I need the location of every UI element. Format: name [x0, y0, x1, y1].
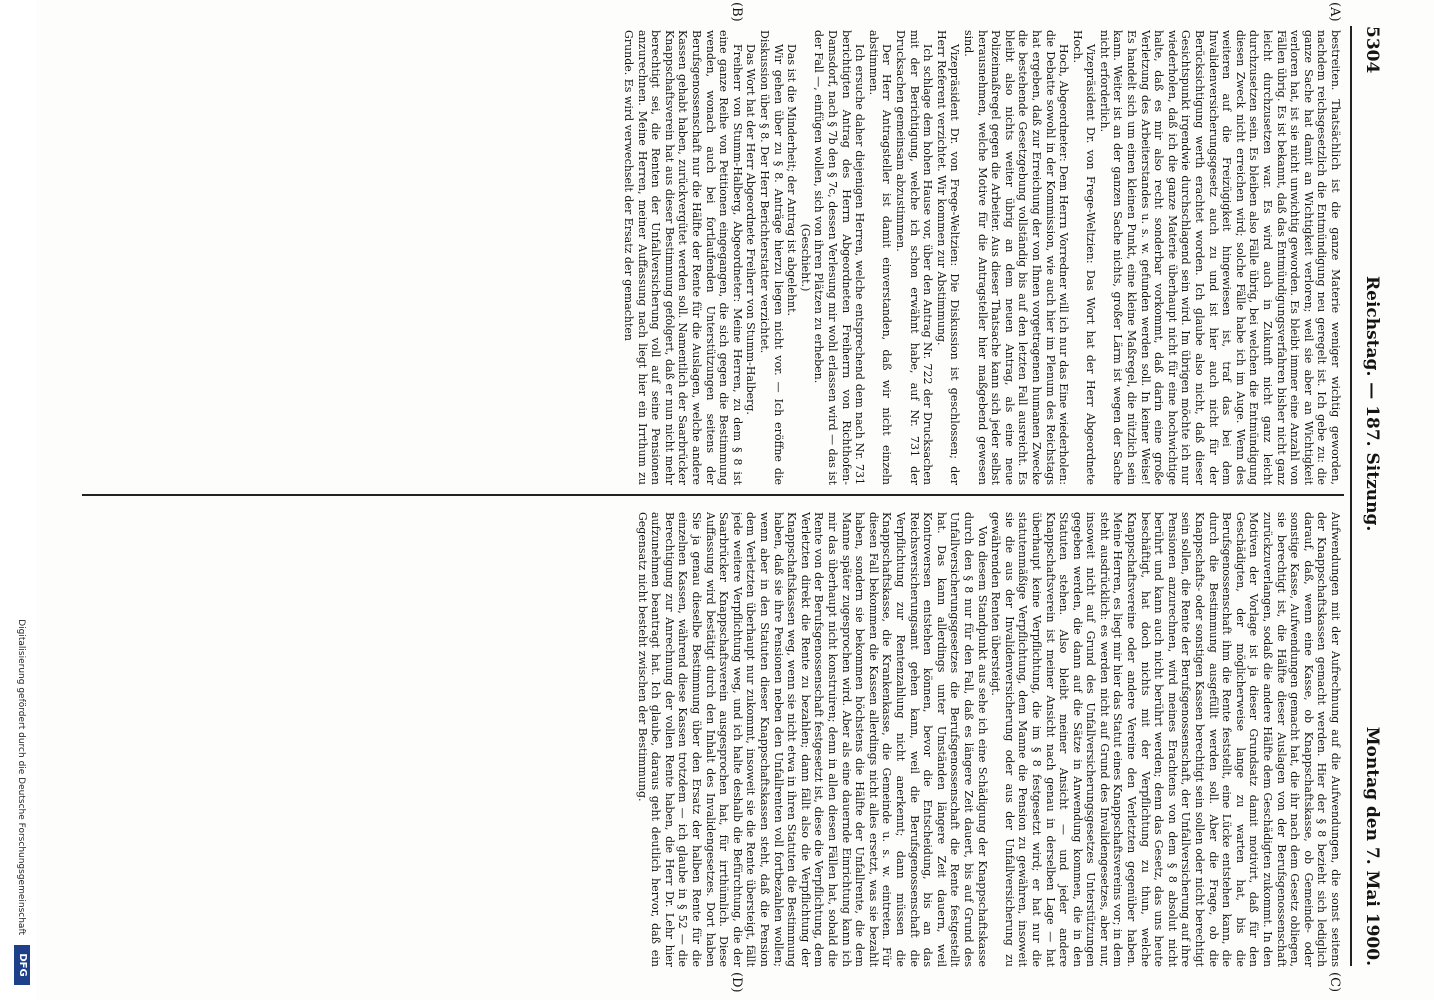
- session-date: Montag den 7. Mai 1900.: [1362, 726, 1382, 966]
- paragraph: Freiherr von Stumm-Halberg, Abgeordneter: Meine Herren, zu dem § 8 ist eine ganze Reihe von Petitionen eingegangen, die sich gegen die Bestimmung wenden, wonach auch bei fortlaufenden Unterstützungen seitens der Berufsgenossenschaft nur die Hälfte der Rente für die Auslagen, welche andere Kassen gehabt haben, zurückvergütet werden soll. Namentlich der Saarbrücker Knappschaftsverein hat aus dieser Bestimmung gefolgert, daß er nun nicht mehr berechtigt sei, die Renten der Unfallversicherung voll auf seine Pensionen anzurechnen. Meine Herren, meiner Auffassung nach liegt hier ein Irrthum zu Grunde. Es wird verwechselt der Ersatz der gemachten: [622, 30, 744, 485]
- page-number: 5304: [1362, 26, 1382, 74]
- paragraph: Vizepräsident Dr. von Frege-Weltzien: Die Diskussion ist geschlossen; der Herr Referent verzichtet. Wir kommen zur Abstimmung.: [934, 30, 962, 485]
- paragraph: Wir gehen über zu § 8. Anträge hierzu liegen nicht vor. — Ich eröffne die Diskussion über § 8. Der Herr Berichterstatter verzichtet.: [758, 30, 785, 485]
- page-header: [1352, 26, 1382, 966]
- left-text-column: [88, 30, 1342, 485]
- header-rule: [1350, 26, 1352, 966]
- paragraph: Aufwendungen mit der Aufrechnung auf die Aufwendungen, die sonst seitens der Knappschaftskassen gemacht werden. Hier der § 8 bezieht sich lediglich darauf, daß, wenn eine Kasse, ob Knappschaftskasse, ob Gemeinde- oder sonstige Kasse, Aufwendungen gemacht hat, die ihr nach dem Gesetz obliegen, sie berechtigt ist, die Hälfte dieser Auslagen von der Berufsgenossenschaft zurückzuverlangen, sodaß die andere Hälfte dem Geschädigten zukommt. In den Motiven der Vorlage ist ja dieser Grundsatz damit motivirt, daß für den Geschädigten, der möglicherweise lange zu warten hat, bis die Berufsgenossenschaft ihm die Rente feststellt, eine Lücke entstehen kann, die durch die Bestimmung ausgefüllt werden soll. Aber die Frage, ob die Knappschafts- oder sonstigen Kassen berechtigt sein sollen oder nicht berechtigt sein sollen, die Rente der Berufsgenossenschaft, der Unfallversicherung auf ihre Pensionen anzurechnen, wird meines Erachtens von dem § 8 absolut nicht berührt und kann auch nicht berührt werden; denn das Gesetz, das uns heute beschäftigt, hat doch nichts mit der Verpflichtung zu thun, welche Knappschaftsvereine oder andere Vereine den Verletzten gegenüber haben. Meine Herren, es liegt mir hier das Statut eines Knappschaftsvereins vor; in dem steht ausdrücklich: es werden nicht auf Grund des Invalidengesetzes, aber nur, insoweit nicht auf Grund des Unfallversicherungsgesetzes Unterstützungen gegeben werden, die dann auf die Sätze in Anwendung kommen, die in den Statuten stehen. Also bleibt meiner Ansicht — und jeder andere Knappschaftsverein ist meiner Ansicht nach genau in derselben Lage — hat überhaupt keine Verpflichtung, die im § 8 festgesetzt wird; er hat nur die statutenmäßige Verpflichtung, dem Manne die Pension zu gewähren, insoweit sie die aus der Invalidenversicherung oder aus der Unfallversicherung zu gewährenden Renten übersteigt.: [989, 512, 1342, 967]
- digitization-sidebar: [0, 0, 36, 1000]
- paragraph: Das ist die Minderheit; der Antrag ist abgelehnt.: [785, 44, 799, 317]
- margin-mark-d: (D): [729, 972, 744, 993]
- paragraph: Ich schlage dem hohen Hause vor, über den Antrag Nr. 722 der Drucksachen mit der Berichtigung, welche ich schon erwähnt habe, auf Nr. 731 der Drucksachen gemeinsam abzustimmen.: [894, 30, 935, 485]
- paragraph: Hoch, Abgeordneter: Dem Herrn Vorredner will ich nur das Eine wiederholen: die Debatte sowohl in der Kommission, wie auch hier im Plenum des Reichstags hat ergeben, daß zur Erreichung der von Ihnen vorgetragenen humanen Zwecke die bestehende Gesetzgebung vollständig bis auf den letzten Fall ausreicht. Es bleibt also nichts weiter übrig an dem neuen Antrag, als eine neue Polizeimaßregel gegen die Arbeiter. Aus dieser Thatsache kann sich jeder selbst herausnehmen, welche Motive für die Antragsteller hier maßgebend gewesen sind.: [961, 30, 1071, 485]
- session-title: Reichstag. — 187. Sitzung.: [1362, 276, 1382, 532]
- margin-mark-c: (C): [1327, 972, 1342, 993]
- dfg-credit-text: Digitalisierung gefördert durch die Deutsche Forschungsgemeinschaft: [16, 619, 26, 935]
- paragraph: Vizepräsident Dr. von Frege-Weltzien: Das Wort hat der Herr Abgeordnete Hoch.: [1070, 30, 1098, 485]
- margin-mark-a: (A): [1327, 2, 1342, 22]
- paragraph: Das Wort hat der Herr Abgeordnete Freiherr von Stumm-Halberg.: [744, 44, 758, 415]
- paragraph: Von diesem Standpunkt aus sehe ich eine Schädigung der Knappschaftskasse durch den § 8 nur für den Fall, daß es längere Zeit dauert, bis auf Grund des Unfallversicherungsgesetzes die Berufsgenossenschaft die Rente festgestellt hat. Das kann allerdings unter Umständen längere Zeit dauern, weil Kontroversen entstehen können, bevor die Entscheidung, bis an das Reichsversicherungsamt gehen kann, weil die Berufsgenossenschaft die Verpflichtung zur Rentenzahlung nicht anerkennt; dann müssen die Knappschaftskasse, die Krankenkasse, die Gemeinde u. s. w. eintreten. Für diesen Fall bekommen die Kassen allerdings nicht alles ersetzt, was sie bezahlt haben, sondern sie bekommen höchstens die Hälfte der Unfallrente, die dem Manne später zugesprochen wird. Aber als eine dauernde Einrichtung kann ich mir das überhaupt nicht konstruiren; denn in allen diesen Fällen hat, sobald die Rente von der Berufsgenossenschaft festgesetzt ist, diese die Verpflichtung, dem Verletzten direkt die Rente zu bezahlen; dann fällt also die Verpflichtung der Knappschaftskassen weg, wenn sie nicht etwa in ihren Statuten die Bestimmung haben, daß sie ihre Pensionen neben den Unfallrenten voll fortbezahlen wollen; wenn aber in den Statuten dieser Knappschaftskassen steht, daß die Pension dem Verletzten überhaupt nur zukommt, insoweit sie die Rente übersteigt, fällt jede weitere Verpflichtung weg, und ich halte deshalb die Befürchtung, die der Saarbrücker Knappschaftsverein ausgesprochen hat, für irrthümlich. Diese Auffassung wird bestätigt durch den Inhalt des Invalidengesetzes. Dort haben Sie ja genau dieselbe Bestimmung über den Ersatz der halben Rente für die einzelnen Kassen, während diese Kassen trotzdem — ich glaube in § 52 — die Berechtigung zur Anrechnung der vollen Rente haben, die Herr Dr. Lehr hier aufzunehmen beantragt hat. Ich glaube, daraus geht deutlich hervor, daß ein Gegensatz nicht besteht zwischen der Bestimmung.: [635, 512, 989, 967]
- paragraph: (Geschieht.): [798, 223, 812, 292]
- dfg-logo: DFG: [14, 945, 30, 985]
- right-text-column: [88, 512, 1342, 967]
- paragraph: bestreiten. Thatsächlich ist die ganze Materie weniger wichtig geworden, nachdem reichsgesetzlich die Entmündigung neu geregelt ist. Ich gebe zu: die ganze Sache hat damit an Wichtigkeit verloren; weil sie aber an Wichtigkeit verloren hat, ist sie nicht unwichtig geworden. Es bleibt immer eine Anzahl von Fällen übrig. Es ist bekannt, daß das Entmündigungsverfahren bisher nicht ganz leicht durchzusetzen war. Es wird auch in Zukunft nicht ganz leicht durchzusetzen sein. Es bleiben also Fälle übrig, bei welchen die Entmündigung diesen Zweck nicht erreichen wird; solche Fälle habe ich im Auge. Wenn des weiteren auf die Freizügigkeit hingewiesen ist, traf das bei dem Invalidenversicherungsgesetz auch zu und ist hier auch nicht für der Berücksichtigung werth erachtet worden. Ich glaube also nicht, daß dieser Gesichtspunkt irgendwie durchschlagend sein wird. Im übrigen möchte ich nur wiederholen, daß ich die ganze Materie überhaupt nicht für eine hochwichtige halte, daß es mir also recht sonderbar vorkommt, daß darin eine große Verletzung des Arbeiterstandes u. s. w. gefunden werden soll. In keiner Weise! Es handelt sich um einen kleinen Punkt, eine kleine Maßregel, die nützlich sein kann. Weiter ist an der ganzen Sache nichts, großer Lärm ist wegen der Sache nicht erforderlich.: [1097, 30, 1342, 485]
- paragraph: Der Herr Antragsteller ist damit einverstanden, daß wir nicht einzeln abstimmen.: [866, 30, 894, 485]
- margin-mark-b: (B): [729, 2, 744, 22]
- paragraph: Ich ersuche daher diejenigen Herren, welche entsprechend dem nach Nr. 731 berichtigten Antrag des Herrn Abgeordneten Freiherrn von Richthofen-Damsdorf, nach § 7b den § 7c, dessen Verlesung mir wohl erlassen wird — das ist der Fall —, einfügen wollen, sich von ihren Plätzen zu erheben.: [812, 30, 867, 485]
- column-divider: [82, 494, 1344, 496]
